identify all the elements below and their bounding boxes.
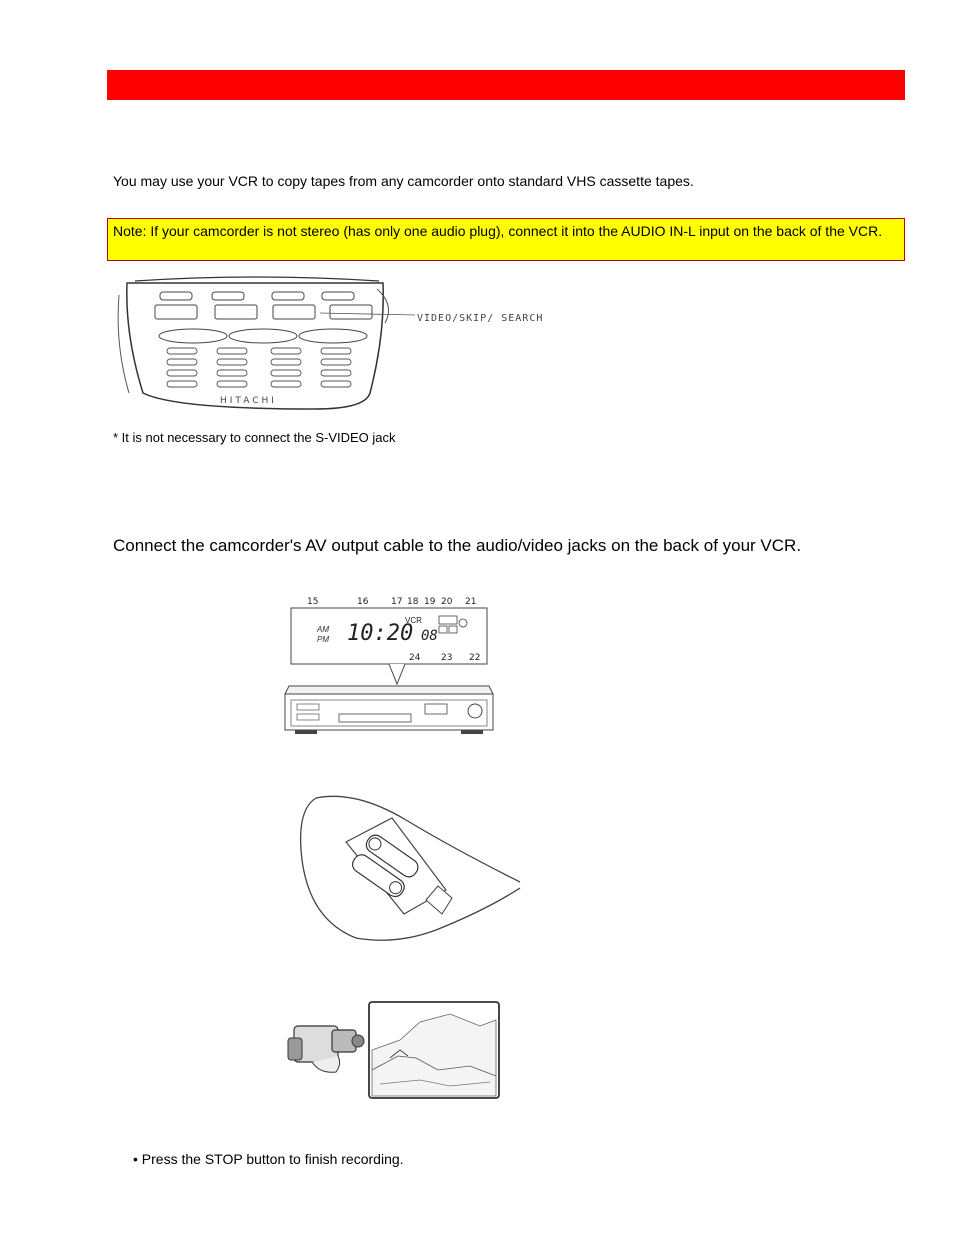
step-connect-text: Connect the camcorder's AV output cable to the audio/video jacks on the back of your VCR. <box>113 536 802 555</box>
callout-15: 15 <box>307 597 319 607</box>
callout-18: 18 <box>407 597 419 607</box>
scene-screen-icon <box>369 1002 499 1098</box>
remote-battery-compartment-icon <box>296 790 526 940</box>
note-box: Note: If your camcorder is not stereo (has only one audio plug), connect it into the AUDIO IN-L input on the back of the VCR. <box>107 218 905 261</box>
header-bar <box>107 70 905 100</box>
bullet-stop-instruction: • Press the STOP button to finish recording. <box>133 1151 404 1167</box>
vcr-front-panel-icon <box>285 590 495 740</box>
callout-24: 24 <box>409 653 421 663</box>
callout-16: 16 <box>357 597 369 607</box>
lcd-time: 10:20 <box>347 621 414 646</box>
lcd-counter: 08 <box>421 628 438 644</box>
callout-17: 17 <box>391 597 403 607</box>
callout-21: 21 <box>465 597 477 607</box>
callout-20: 20 <box>441 597 453 607</box>
lcd-am: AM <box>317 625 329 634</box>
remote-callout-label: VIDEO/SKIP/ SEARCH <box>417 313 544 324</box>
footnote-text: * It is not necessary to connect the S-VIDEO jack <box>113 430 396 445</box>
lcd-vcr: VCR <box>405 616 422 625</box>
callout-22: 22 <box>469 653 481 663</box>
camcorder-icon <box>288 1026 364 1072</box>
remote-brand-logo: HITACHI <box>220 396 277 406</box>
remote-control-icon <box>115 275 545 415</box>
lcd-pm: PM <box>317 635 329 644</box>
camcorder-and-scene-icon <box>280 1000 502 1105</box>
callout-19: 19 <box>424 597 436 607</box>
intro-text: You may use your VCR to copy tapes from any camcorder onto standard VHS cassette tapes. <box>113 173 694 189</box>
callout-23: 23 <box>441 653 453 663</box>
